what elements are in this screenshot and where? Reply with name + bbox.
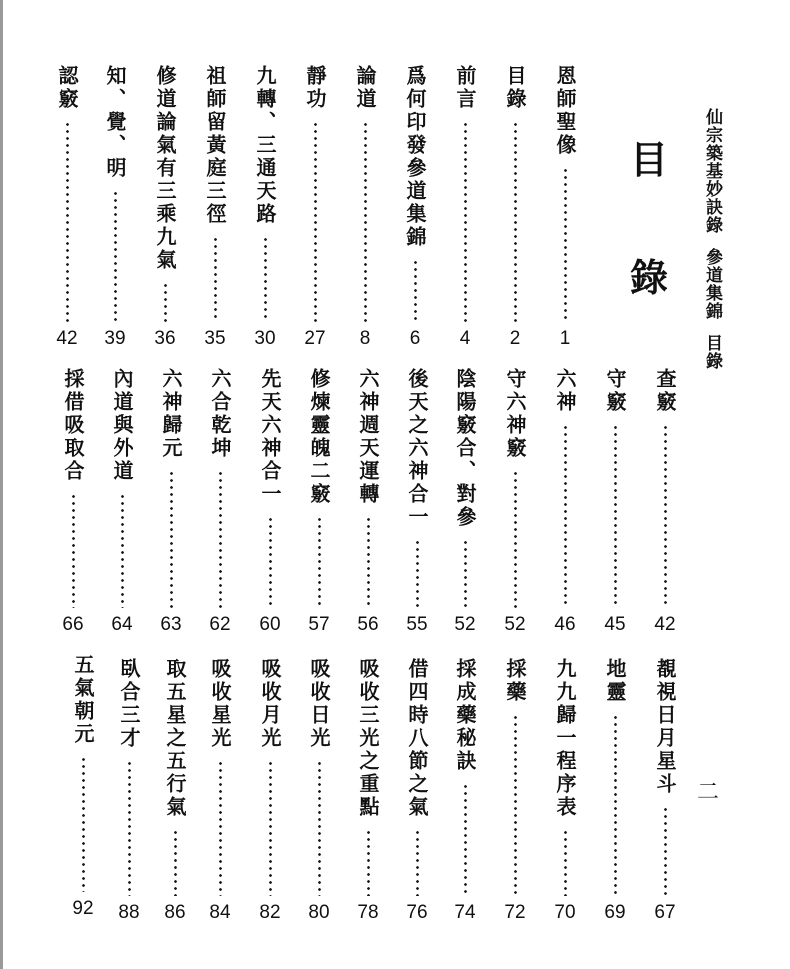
entry-page: 70 (554, 902, 576, 923)
entry-page: 42 (654, 614, 676, 635)
entry-page: 52 (504, 614, 526, 635)
entry-page: 1 (559, 328, 571, 349)
entry-title: 祖師留黃庭三徑 (203, 65, 227, 226)
toc-entry[interactable] (58, 368, 88, 636)
toc-entry[interactable] (250, 65, 280, 350)
dot-leader (464, 539, 467, 608)
entry-page: 67 (654, 902, 676, 923)
entry-title: 前言 (453, 65, 477, 111)
dot-leader (367, 516, 370, 608)
toc-entry[interactable] (100, 65, 130, 350)
dot-leader (164, 282, 167, 322)
entry-title: 吸收星光 (208, 658, 232, 750)
toc-entry[interactable] (500, 368, 530, 636)
dot-leader (121, 493, 124, 608)
entry-title: 臥合三才 (117, 658, 141, 750)
toc-entry[interactable] (550, 368, 580, 636)
entry-title: 採借吸取合 (61, 368, 85, 483)
entry-page: 76 (406, 902, 428, 923)
dot-leader (174, 829, 177, 896)
entry-title: 守六神竅 (503, 368, 527, 460)
toc-entry[interactable] (353, 658, 383, 924)
dot-leader (364, 121, 367, 322)
entry-title: 六神週天運轉 (356, 368, 380, 506)
page-title-char-2: 錄 (630, 255, 669, 300)
entry-title: 吸收日光 (307, 658, 331, 750)
section-title: 目錄 (702, 334, 722, 370)
dot-leader (514, 470, 517, 608)
dot-leader (564, 167, 567, 322)
dot-leader (367, 829, 370, 896)
entry-title: 六神 (553, 368, 577, 414)
toc-entry[interactable] (400, 65, 430, 350)
dot-leader (464, 121, 467, 322)
entry-page: 74 (454, 902, 476, 923)
entry-page: 82 (259, 902, 281, 923)
dot-leader (564, 829, 567, 896)
book-title: 仙宗築基妙訣錄 (702, 108, 722, 234)
toc-entry[interactable] (300, 65, 330, 350)
toc-entry[interactable] (255, 658, 285, 924)
entry-page: 92 (72, 898, 94, 919)
entry-page: 56 (357, 614, 379, 635)
entry-title: 採藥 (503, 658, 527, 704)
entry-page: 62 (209, 614, 231, 635)
dot-leader (464, 783, 467, 896)
toc-entry[interactable] (205, 658, 235, 924)
toc-entry[interactable] (107, 368, 137, 636)
entry-title: 取五星之五行氣 (163, 658, 187, 819)
toc-entry[interactable] (160, 658, 190, 924)
entry-page: 36 (154, 328, 176, 349)
dot-leader (614, 714, 617, 896)
entry-title: 吸收月光 (258, 658, 282, 750)
dot-leader (269, 760, 272, 896)
toc-entry[interactable] (304, 368, 334, 636)
toc-entry[interactable] (450, 65, 480, 350)
dot-leader (219, 760, 222, 896)
entry-page: 78 (357, 902, 379, 923)
entry-title: 修道論氣有三乘九氣 (153, 65, 177, 272)
dot-leader (614, 424, 617, 608)
dot-leader (664, 424, 667, 608)
toc-entry[interactable] (350, 65, 380, 350)
entry-title: 恩師聖像 (553, 65, 577, 157)
toc-entry[interactable] (600, 658, 630, 924)
entry-page: 63 (160, 614, 182, 635)
entry-page: 84 (209, 902, 231, 923)
entry-page: 4 (459, 328, 471, 349)
toc-entry[interactable] (304, 658, 334, 924)
dot-leader (72, 493, 75, 608)
toc-entry[interactable] (450, 658, 480, 924)
entry-page: 86 (164, 902, 186, 923)
dot-leader (269, 516, 272, 608)
dot-leader (170, 470, 173, 608)
toc-entry[interactable] (156, 368, 186, 636)
toc-entry[interactable] (114, 658, 144, 924)
toc-entry[interactable] (402, 368, 432, 636)
entry-title: 借四時八節之氣 (405, 658, 429, 819)
toc-entry[interactable] (255, 368, 285, 636)
entry-title: 修煉靈魄二竅 (307, 368, 331, 506)
toc-entry[interactable] (450, 368, 480, 636)
dot-leader (219, 470, 222, 608)
toc-entry[interactable] (52, 65, 82, 350)
toc-entry[interactable] (500, 65, 530, 350)
entry-title: 知、覺、明 (103, 65, 127, 180)
entry-title: 論道 (353, 65, 377, 111)
entry-title: 九轉、三通天路 (253, 65, 277, 226)
entry-title: 靜功 (303, 65, 327, 111)
entry-page: 66 (62, 614, 84, 635)
entry-page: 64 (111, 614, 133, 635)
dot-leader (66, 121, 69, 322)
entry-page: 35 (204, 328, 226, 349)
series-title: 參道集錦 (702, 248, 722, 320)
toc-entry[interactable] (150, 65, 180, 350)
toc-entry[interactable] (205, 368, 235, 636)
entry-page: 46 (554, 614, 576, 635)
entry-page: 69 (604, 902, 626, 923)
entry-title: 九九歸一程序表 (553, 658, 577, 819)
entry-title: 後天之六神合一 (405, 368, 429, 529)
entry-page: 88 (118, 902, 140, 923)
entry-title: 守竅 (603, 368, 627, 414)
entry-page: 45 (604, 614, 626, 635)
entry-title: 覩視日月星斗 (653, 658, 677, 796)
entry-page: 6 (409, 328, 421, 349)
entry-page: 60 (259, 614, 281, 635)
page-edge-rule (0, 0, 3, 969)
entry-page: 42 (56, 328, 78, 349)
dot-leader (664, 806, 667, 896)
running-head (702, 108, 722, 370)
toc-entry[interactable] (200, 65, 230, 350)
toc-entry[interactable] (600, 368, 630, 636)
entry-page: 72 (504, 902, 526, 923)
toc-entry[interactable] (500, 658, 530, 924)
dot-leader (114, 190, 117, 322)
entry-title: 先天六神合一 (258, 368, 282, 506)
toc-entry[interactable] (650, 368, 680, 636)
toc-entry[interactable] (550, 65, 580, 350)
entry-title: 採成藥秘訣 (453, 658, 477, 773)
dot-leader (514, 714, 517, 896)
entry-title: 地靈 (603, 658, 627, 704)
entry-title: 目錄 (503, 65, 527, 111)
entry-page: 80 (308, 902, 330, 923)
entry-page: 57 (308, 614, 330, 635)
entry-title: 六神歸元 (159, 368, 183, 460)
toc-entry[interactable] (650, 658, 680, 924)
toc-entry[interactable] (402, 658, 432, 924)
toc-entry[interactable] (353, 368, 383, 636)
dot-leader (416, 539, 419, 608)
toc-entry[interactable] (68, 654, 98, 920)
entry-title: 六合乾坤 (208, 368, 232, 460)
dot-leader (318, 516, 321, 608)
entry-page: 30 (254, 328, 276, 349)
dot-leader (82, 756, 85, 892)
entry-title: 內道與外道 (110, 368, 134, 483)
entry-page: 27 (304, 328, 326, 349)
page-number: 二 (697, 780, 720, 805)
entry-page: 52 (454, 614, 476, 635)
dot-leader (264, 236, 267, 322)
entry-page: 55 (406, 614, 428, 635)
dot-leader (564, 424, 567, 608)
dot-leader (514, 121, 517, 322)
entry-title: 認竅 (55, 65, 79, 111)
dot-leader (414, 259, 417, 322)
page-title-char-1: 目 (630, 137, 669, 182)
entry-title: 五氣朝元 (71, 654, 95, 746)
entry-title: 吸收三光之重點 (356, 658, 380, 819)
toc-entry[interactable] (550, 658, 580, 924)
dot-leader (318, 760, 321, 896)
entry-title: 查竅 (653, 368, 677, 414)
entry-page: 2 (509, 328, 521, 349)
dot-leader (214, 236, 217, 322)
entry-page: 8 (359, 328, 371, 349)
dot-leader (314, 121, 317, 322)
entry-page: 39 (104, 328, 126, 349)
dot-leader (416, 829, 419, 896)
dot-leader (128, 760, 131, 896)
entry-title: 爲何印發參道集錦 (403, 65, 427, 249)
entry-title: 陰陽竅合、對參 (453, 368, 477, 529)
